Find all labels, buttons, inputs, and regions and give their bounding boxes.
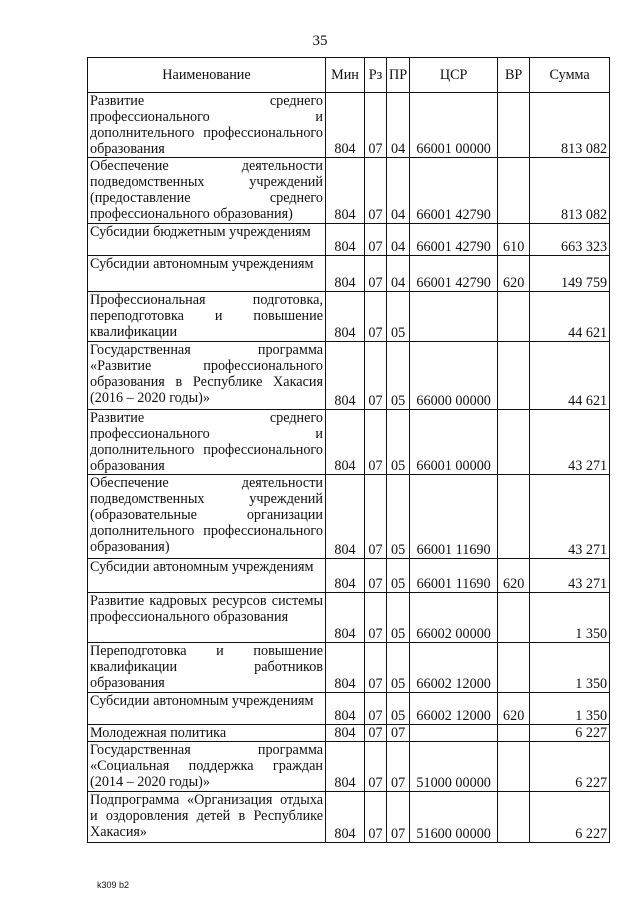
- row-pr: 05: [387, 475, 410, 559]
- row-pr: 07: [387, 792, 410, 843]
- row-min: 804: [326, 410, 365, 475]
- row-pr: 04: [387, 224, 410, 256]
- row-csr: 66002 00000: [410, 593, 498, 643]
- row-min: 804: [326, 224, 365, 256]
- row-vr: 620: [498, 256, 530, 292]
- row-name: Развитие среднего профессионального и дополнительного профессионального образования: [88, 93, 326, 158]
- row-pr: 05: [387, 593, 410, 643]
- row-min: 804: [326, 742, 365, 792]
- row-sum: 813 082: [530, 158, 610, 224]
- row-name: Молодежная политика: [88, 725, 326, 742]
- row-vr: 620: [498, 693, 530, 725]
- row-vr: [498, 292, 530, 342]
- row-pr: 04: [387, 256, 410, 292]
- row-rz: 07: [365, 792, 387, 843]
- row-name: Подпрограмма «Организация отдыха и оздоровления детей в Республике Хакасия»: [88, 792, 326, 843]
- row-pr: 05: [387, 693, 410, 725]
- row-csr: 51000 00000: [410, 742, 498, 792]
- row-rz: 07: [365, 224, 387, 256]
- row-name: Субсидии автономным учреждениям: [88, 693, 326, 725]
- row-rz: 07: [365, 559, 387, 593]
- row-csr: 66002 12000: [410, 693, 498, 725]
- row-rz: 07: [365, 158, 387, 224]
- row-csr: [410, 292, 498, 342]
- row-rz: 07: [365, 292, 387, 342]
- table-body: [88, 93, 610, 843]
- table-header: [88, 58, 610, 93]
- row-csr: [410, 725, 498, 742]
- row-vr: [498, 475, 530, 559]
- row-csr: 66001 42790: [410, 256, 498, 292]
- table-row: [88, 593, 610, 643]
- row-min: 804: [326, 792, 365, 843]
- header-vr: ВР: [498, 58, 530, 93]
- row-rz: 07: [365, 256, 387, 292]
- row-min: 804: [326, 158, 365, 224]
- row-csr: 66001 00000: [410, 410, 498, 475]
- row-pr: 04: [387, 93, 410, 158]
- row-name: Субсидии бюджетным учреждениям: [88, 224, 326, 256]
- row-pr: 05: [387, 292, 410, 342]
- row-vr: [498, 158, 530, 224]
- row-sum: 43 271: [530, 475, 610, 559]
- row-min: 804: [326, 93, 365, 158]
- row-name: Государственная программа «Развитие профессионального образования в Республике Хакасия (2016 – 2020 годы)»: [88, 342, 326, 410]
- row-name: Государственная программа «Социальная поддержка граждан (2014 – 2020 годы)»: [88, 742, 326, 792]
- row-min: 804: [326, 643, 365, 693]
- row-pr: 07: [387, 725, 410, 742]
- row-csr: 66001 42790: [410, 158, 498, 224]
- row-name: Обеспечение деятельности подведомственных учреждений (предоставление среднего профессионального образования): [88, 158, 326, 224]
- header-pr: ПР: [387, 58, 410, 93]
- row-name: Переподготовка и повышение квалификации работников образования: [88, 643, 326, 693]
- table-row: [88, 158, 610, 224]
- row-sum: 1 350: [530, 643, 610, 693]
- row-name: Субсидии автономным учреждениям: [88, 559, 326, 593]
- row-pr: 04: [387, 158, 410, 224]
- row-name: Обеспечение деятельности подведомственных учреждений (образовательные организации дополнительного профессионального образования): [88, 475, 326, 559]
- row-min: 804: [326, 559, 365, 593]
- row-pr: 05: [387, 643, 410, 693]
- row-rz: 07: [365, 93, 387, 158]
- row-csr: 66001 42790: [410, 224, 498, 256]
- row-vr: [498, 742, 530, 792]
- table-row: [88, 643, 610, 693]
- row-vr: [498, 725, 530, 742]
- budget-table: [87, 57, 610, 843]
- table-row: [88, 559, 610, 593]
- row-rz: 07: [365, 643, 387, 693]
- header-sum: Сумма: [530, 58, 610, 93]
- row-csr: 51600 00000: [410, 792, 498, 843]
- row-sum: 813 082: [530, 93, 610, 158]
- row-csr: 66001 11690: [410, 559, 498, 593]
- row-sum: 663 323: [530, 224, 610, 256]
- row-min: 804: [326, 725, 365, 742]
- table-row: [88, 292, 610, 342]
- row-pr: 05: [387, 559, 410, 593]
- row-sum: 1 350: [530, 693, 610, 725]
- row-name: Субсидии автономным учреждениям: [88, 256, 326, 292]
- header-name: Наименование: [88, 58, 326, 93]
- footer-code: k309 b2: [97, 880, 130, 890]
- row-sum: 44 621: [530, 342, 610, 410]
- header-rz: Рз: [365, 58, 387, 93]
- row-sum: 44 621: [530, 292, 610, 342]
- row-sum: 6 227: [530, 792, 610, 843]
- row-name: Развитие среднего профессионального и дополнительного профессионального образования: [88, 410, 326, 475]
- row-rz: 07: [365, 742, 387, 792]
- row-min: 804: [326, 342, 365, 410]
- row-rz: 07: [365, 593, 387, 643]
- row-vr: 620: [498, 559, 530, 593]
- row-csr: 66001 11690: [410, 475, 498, 559]
- header-min: Мин: [326, 58, 365, 93]
- row-csr: 66000 00000: [410, 342, 498, 410]
- table-row: [88, 792, 610, 843]
- row-name: Развитие кадровых ресурсов системы профессионального образования: [88, 593, 326, 643]
- row-sum: 43 271: [530, 410, 610, 475]
- table-row: [88, 342, 610, 410]
- row-csr: 66001 00000: [410, 93, 498, 158]
- table-row: [88, 475, 610, 559]
- row-sum: 43 271: [530, 559, 610, 593]
- row-rz: 07: [365, 693, 387, 725]
- table-row: [88, 93, 610, 158]
- row-sum: 1 350: [530, 593, 610, 643]
- row-vr: 610: [498, 224, 530, 256]
- table-row: [88, 410, 610, 475]
- row-pr: 05: [387, 410, 410, 475]
- header-csr: ЦСР: [410, 58, 498, 93]
- table-row: [88, 742, 610, 792]
- row-vr: [498, 93, 530, 158]
- table-row: [88, 725, 610, 742]
- row-min: 804: [326, 292, 365, 342]
- row-min: 804: [326, 593, 365, 643]
- table-row: [88, 693, 610, 725]
- row-pr: 07: [387, 742, 410, 792]
- row-min: 804: [326, 256, 365, 292]
- row-rz: 07: [365, 342, 387, 410]
- row-vr: [498, 792, 530, 843]
- row-rz: 07: [365, 725, 387, 742]
- row-sum: 6 227: [530, 742, 610, 792]
- row-sum: 6 227: [530, 725, 610, 742]
- row-vr: [498, 643, 530, 693]
- row-min: 804: [326, 693, 365, 725]
- row-rz: 07: [365, 475, 387, 559]
- row-vr: [498, 342, 530, 410]
- row-csr: 66002 12000: [410, 643, 498, 693]
- row-vr: [498, 593, 530, 643]
- table-row: [88, 256, 610, 292]
- row-vr: [498, 410, 530, 475]
- table-row: [88, 224, 610, 256]
- row-pr: 05: [387, 342, 410, 410]
- row-sum: 149 759: [530, 256, 610, 292]
- row-min: 804: [326, 475, 365, 559]
- row-rz: 07: [365, 410, 387, 475]
- row-name: Профессиональная подготовка, переподготовка и повышение квалификации: [88, 292, 326, 342]
- page-number: 35: [312, 33, 328, 49]
